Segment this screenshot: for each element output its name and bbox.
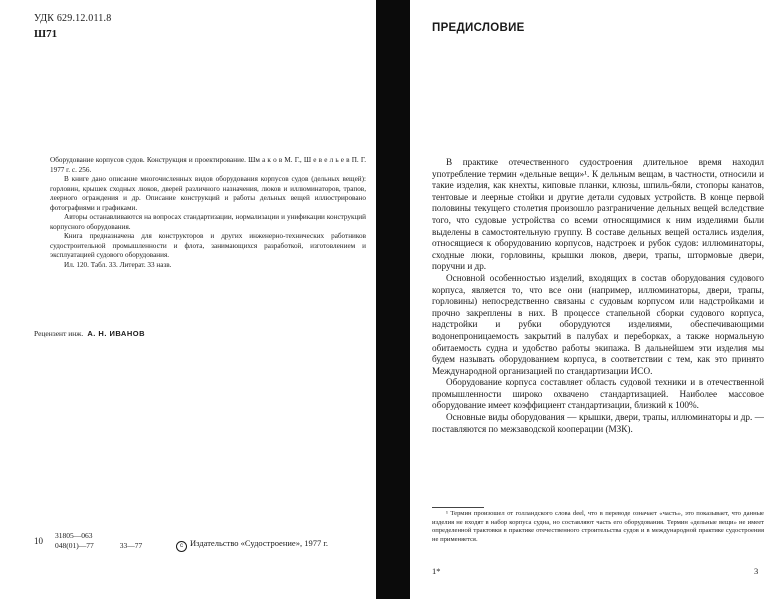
catalog-publication-info: Ил. 120. Табл. 33. Литерат. 33 назв. [64, 260, 172, 269]
left-page [0, 0, 376, 599]
reviewer-label: Рецензент инж. [34, 329, 84, 338]
preface-body [432, 157, 764, 435]
signature-mark: 1* [432, 566, 441, 576]
footnote-divider [432, 507, 484, 508]
copyright-text: Издательство «Судостроение», 1977 г. [190, 538, 328, 548]
footnote: ¹ Термин произошел от голландского слова deel, что в переводе означает «часть», это показывает, что данные изделия не входят в набор корпуса судна, но составляют часть его оборудования. Термин «дельные вещи» не имеет определенной трактовки в практике отечественного строительства судов и в международной практике судостроения не применяется. [432, 510, 764, 543]
biblio-code-bottom: 048(01)—77 [55, 541, 94, 550]
preface-title: ПРЕДИСЛОВИЕ [432, 22, 525, 34]
copyright-icon: с [176, 541, 187, 552]
copyright-line [176, 538, 328, 552]
catalog-paragraph: Книга предназначена для конструкторов и других инженерно-технических работников судостроительной промышленности и флота, занимающихся разработкой, изготовлением и эксплуатацией судового оборудования. [50, 232, 366, 259]
reviewer-line [34, 329, 145, 338]
catalog-annotation [50, 156, 366, 270]
biblio-code-suffix: 33—77 [119, 541, 143, 550]
biblio-code-top: 31805—063 [55, 531, 93, 540]
catalog-paragraph: Авторы останавливаются на вопросах стандартизации, нормализации и унификации конструкций корпусного оборудования. [50, 213, 366, 231]
preface-paragraph: Основные виды оборудования — крышки, двери, трапы, иллюминаторы и др. — поставляются по межзаводской кооперации (МЗК). [432, 412, 764, 434]
udc-code: УДК 629.12.011.8 [34, 13, 112, 24]
biblio-code [55, 531, 142, 551]
catalog-paragraph: В книге дано описание многочисленных видов оборудования корпусов судов (дельных вещей): горловин, крышек сходных люков, дверей различного назначения, люков и иллюминаторов, трапов, леерного ограждения и др. Описание конструкций и работы дельных вещей иллюстрировано фотографиями и графиками. [50, 175, 366, 212]
catalog-title: Оборудование корпусов судов. Конструкция и проектирование. Шм а к о в М. Г., Ш е в е л ь е в П. Г. 1977 г. с. 256. [50, 156, 366, 174]
preface-paragraph: Основной особенностью изделий, входящих в состав оборудования судового корпуса, является то, что все они (например, иллюминаторы, двери, трапы, горловины) непосредственно связаны с судовым корпусом или надстройками и прочно закреплены в них. В процессе стапельной сборки судового корпуса, надстройки и рубки оборудуются изделиями, обеспечивающими водонепроницаемость закрытий в палубах и переборках, а также нормальную обитаемость судна и удобство работы экипажа. В дальнейшем эти изделия мы будем называть оборудованием корпуса, в соответствии с тем, как это принято Международной организацией по стандартизации ИСО. [432, 272, 764, 376]
page-number: 3 [754, 566, 759, 576]
preface-paragraph: Оборудование корпуса составляет область судовой техники и в отечественной промышленности широко охвачено стандартизацией. Наиболее массовое оборудование имеет коэффициент стандартизации, близкий к 100%. [432, 377, 764, 411]
library-code: Ш71 [34, 28, 58, 40]
preface-paragraph: В практике отечественного судостроения длительное время находил употребление термин «дельные вещи»¹. К дельным вещам, в частности, относили и такие изделия, как кнехты, киповые планки, клюзы, шпиль-бяли, стопоры канатов, тентовые и леерные стойки и другие детали судовых устройств. В конце первой половины текущего столетия произошло разграничение дельных вещей вследствие того, что судовые устройства со всеми относящимися к ним изделиями были выделены в самостоятельную группу. В составе дельных вещей остались изделия, относящиеся к оборудованию корпусов, надстроек и рубок судов: иллюминаторы, сходные люки, горловины, крышки люков, двери, трапы, штормовые двери, поручни и др. [432, 157, 764, 272]
book-gutter [376, 0, 410, 599]
biblio-number: 10 [34, 536, 43, 546]
reviewer-name: А. Н. ИВАНОВ [87, 329, 145, 338]
